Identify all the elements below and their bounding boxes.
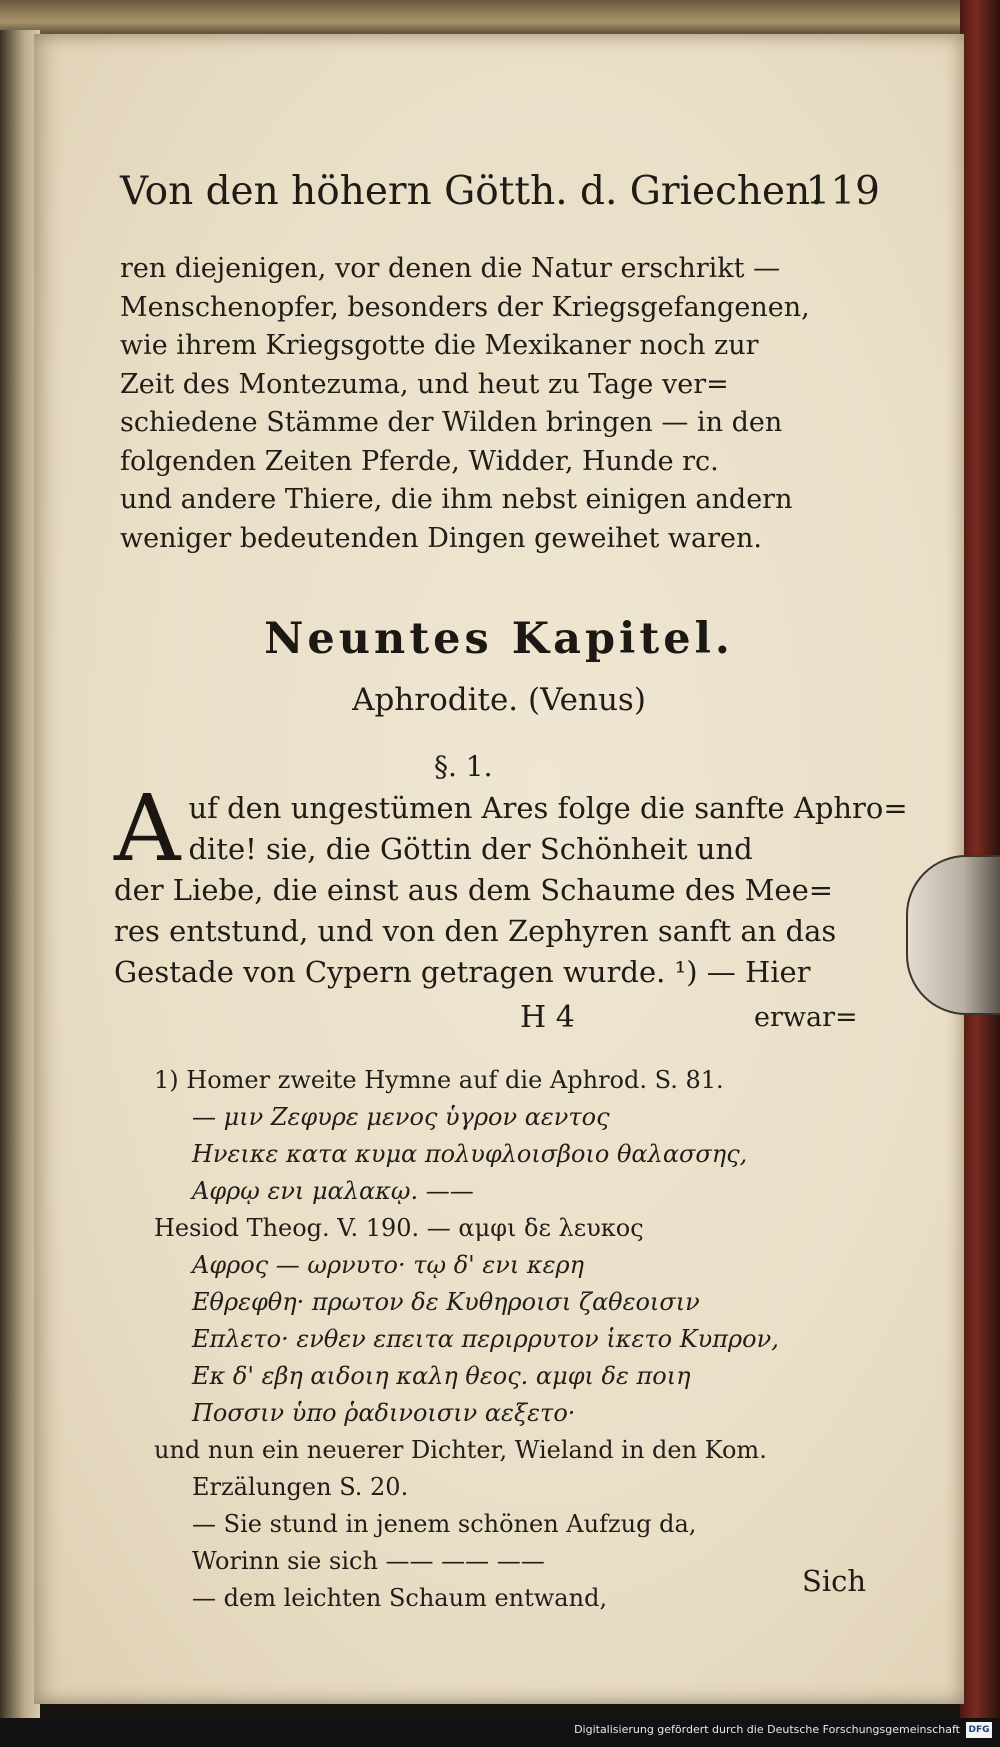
- text-line: uf den ungestümen Ares folge die sanfte Aphro=: [188, 791, 908, 825]
- section-number: §. 1.: [434, 750, 493, 783]
- footnotes: [154, 1062, 894, 1617]
- footnote-line: — dem leichten Schaum entwand,: [192, 1584, 608, 1612]
- drop-initial: A: [114, 775, 181, 882]
- book-page: [34, 34, 964, 1704]
- chapter-subtitle: Aphrodite. (Venus): [352, 682, 646, 718]
- dfg-logo: DFG: [966, 1722, 992, 1738]
- running-head: [120, 169, 880, 214]
- signature-mark: H 4: [520, 1000, 575, 1035]
- running-title: Von den höhern Götth. d. Griechen.: [120, 169, 823, 214]
- footnote-line: Ποσσιν ὑπο ῥαδινοισιν αεξετο·: [192, 1399, 576, 1427]
- chapter-title: Neuntes Kapitel.: [264, 614, 734, 664]
- footnote-line: Erzälungen S. 20.: [192, 1473, 409, 1501]
- text-line: der Liebe, die einst aus dem Schaume des Mee=: [114, 873, 834, 907]
- footnote-line: Ηνεικε κατα κυμα πολυφλοισβοιο θαλασσης,: [192, 1140, 748, 1168]
- body-paragraph: [120, 250, 860, 558]
- text-line: schiedene Stämme der Wilden bringen — in den: [120, 407, 783, 438]
- funding-credit: Digitalisierung gefördert durch die Deutsche Forschungsgemeinschaft: [574, 1723, 960, 1736]
- section-paragraph: [114, 775, 908, 993]
- page-catchword: Sich: [802, 1564, 867, 1598]
- text-line: res entstund, und von den Zephyren sanft an das: [114, 914, 837, 948]
- text-line: wie ihrem Kriegsgotte die Mexikaner noch zur: [120, 330, 759, 361]
- text-line: ren diejenigen, vor denen die Natur erschrikt —: [120, 253, 781, 284]
- footnote-line: Hesiod Theog. V. 190. — αμφι δε λευκος: [154, 1214, 644, 1242]
- footnote-line: Worinn sie sich —— —— ——: [192, 1547, 545, 1575]
- text-line: dite! sie, die Göttin der Schönheit und: [188, 832, 753, 866]
- text-line: und andere Thiere, die ihm nebst einigen andern: [120, 484, 793, 515]
- footnote-line: — μιν Ζεφυρε μενος ὑγρον αεντος: [192, 1103, 610, 1131]
- footnote-line: Επλετο· ενθεν επειτα περιρρυτον ἱκετο Κυπρον,: [192, 1325, 779, 1353]
- footnote-line: Αφρος — ωρνυτο· τῳ δ' ενι κερη: [192, 1251, 585, 1279]
- footnote-line: 1) Homer zweite Hymne auf die Aphrod. S. 81.: [154, 1066, 724, 1094]
- text-line: Zeit des Montezuma, und heut zu Tage ver=: [120, 368, 729, 400]
- footnote-line: Εκ δ' εβη αιδοιη καλη θεος. αμφι δε ποιη: [192, 1362, 691, 1390]
- page-holder-clip: [906, 855, 1000, 1015]
- footnote-line: und nun ein neuerer Dichter, Wieland in den Kom.: [154, 1436, 767, 1464]
- catchword: erwar=: [754, 1002, 858, 1033]
- footnote-line: Εθρεφθη· πρωτον δε Κυθηροισι ζαθεοισιν: [192, 1288, 700, 1316]
- footnote-line: — Sie stund in jenem schönen Aufzug da,: [192, 1510, 697, 1538]
- text-line: weniger bedeutenden Dingen geweihet waren.: [120, 522, 762, 554]
- page-number: 119: [805, 169, 880, 214]
- text-line: Gestade von Cypern getragen wurde. ¹) — Hier: [114, 955, 811, 989]
- footnote-line: Αφρῳ ενι μαλακῳ. ——: [192, 1177, 474, 1205]
- text-line: folgenden Zeiten Pferde, Widder, Hunde rc.: [120, 445, 719, 477]
- text-line: Menschenopfer, besonders der Kriegsgefangenen,: [120, 291, 810, 323]
